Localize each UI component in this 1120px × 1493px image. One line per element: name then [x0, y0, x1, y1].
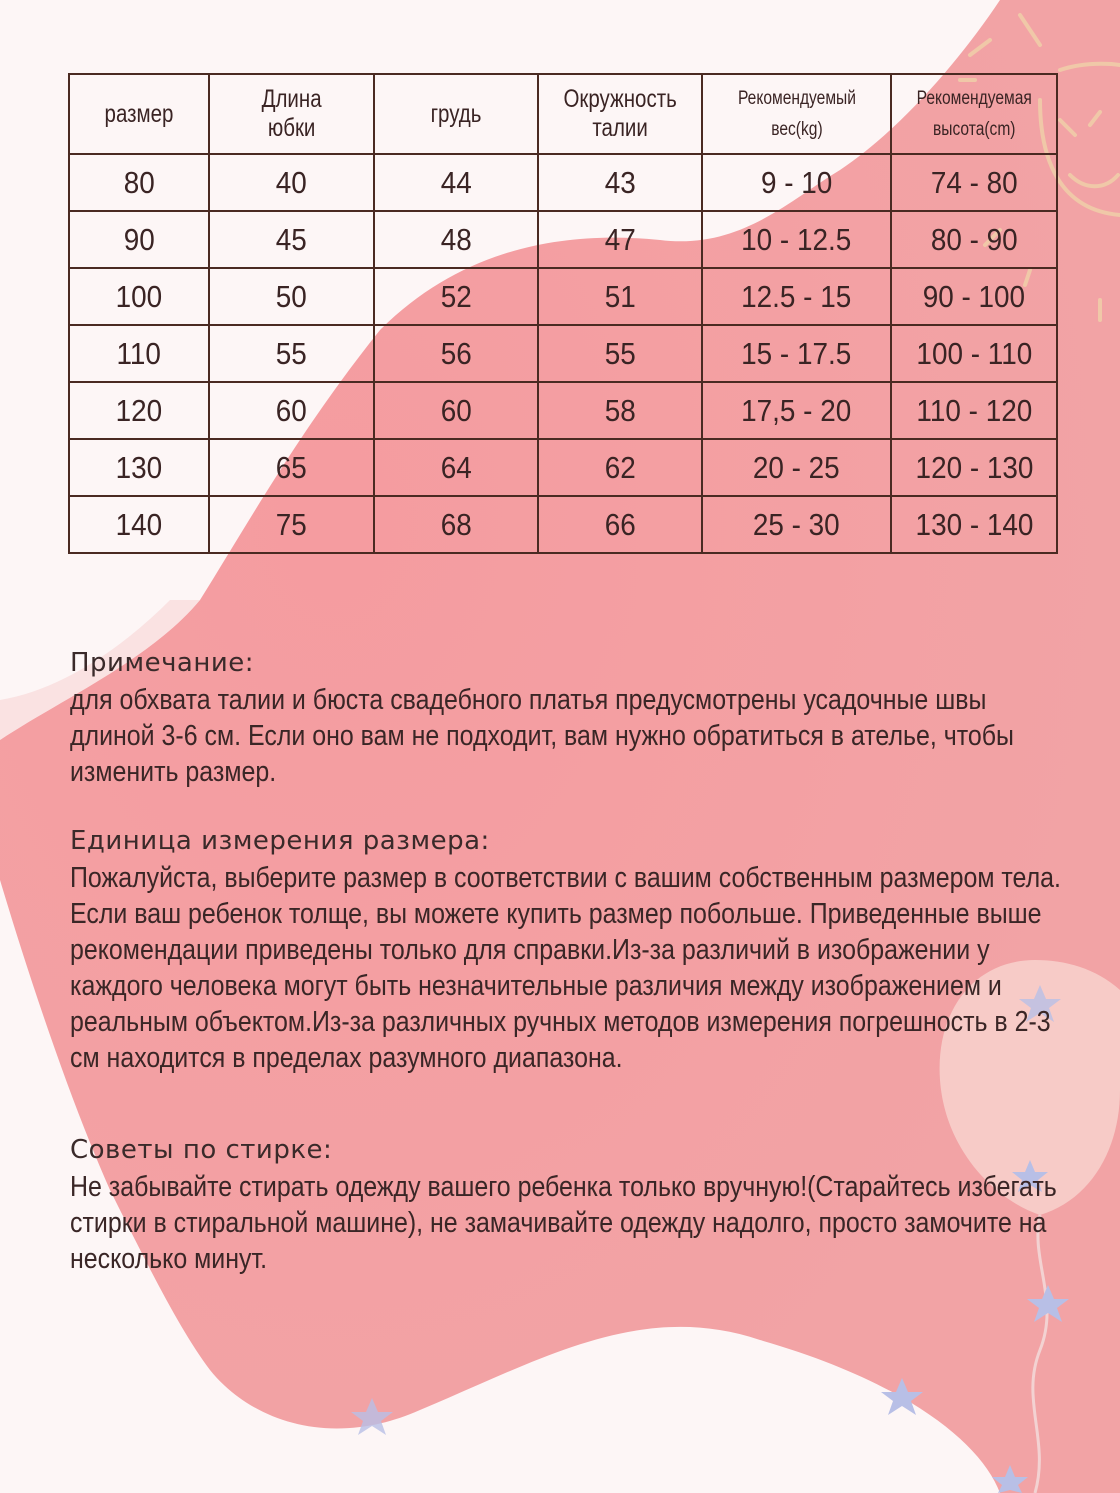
table-cell: 80	[69, 154, 209, 211]
header-height: Рекомендуемая высота(cm)	[891, 74, 1057, 154]
wash-text: Не забывайте стирать одежду вашего ребенка только вручную!(Старайтесь избегать стирки в стиральной машине), не замачивайте одежду надолго, просто замочите на несколько минут.	[70, 1171, 1057, 1275]
table-cell: 52	[374, 268, 538, 325]
header-waist: Окружность талии	[538, 74, 702, 154]
table-cell: 80 - 90	[891, 211, 1057, 268]
table-cell: 100	[69, 268, 209, 325]
table-row	[69, 268, 1057, 325]
table-cell: 60	[209, 382, 374, 439]
table-cell: 120	[69, 382, 209, 439]
table-cell: 90	[69, 211, 209, 268]
table-cell: 51	[538, 268, 702, 325]
wash-title: Советы по стирке:	[70, 1135, 333, 1165]
table-cell: 40	[209, 154, 374, 211]
table-cell: 58	[538, 382, 702, 439]
table-cell: 56	[374, 325, 538, 382]
header-chest: грудь	[374, 74, 538, 154]
table-header-row	[69, 74, 1057, 154]
table-cell: 25 - 30	[702, 496, 891, 553]
table-cell: 110	[69, 325, 209, 382]
note-text: для обхвата талии и бюста свадебного платья предусмотрены усадочные швы длиной 3-6 см. Если оно вам не подходит, вам нужно обратиться в ателье, чтобы изменить размер.	[70, 684, 1014, 788]
table-cell: 100 - 110	[891, 325, 1057, 382]
table-cell: 66	[538, 496, 702, 553]
header-weight: Рекомендуемый вес(kg)	[702, 74, 891, 154]
units-title: Единица измерения размера:	[70, 826, 490, 856]
size-chart-table	[68, 73, 1058, 554]
note-section	[70, 648, 1070, 790]
table-cell: 120 - 130	[891, 439, 1057, 496]
table-cell: 64	[374, 439, 538, 496]
table-row	[69, 154, 1057, 211]
table-cell: 68	[374, 496, 538, 553]
table-cell: 74 - 80	[891, 154, 1057, 211]
table-cell: 45	[209, 211, 374, 268]
table-row	[69, 325, 1057, 382]
table-cell: 48	[374, 211, 538, 268]
table-cell: 55	[538, 325, 702, 382]
table-cell: 75	[209, 496, 374, 553]
table-cell: 130	[69, 439, 209, 496]
table-cell: 62	[538, 439, 702, 496]
table-row	[69, 211, 1057, 268]
table-cell: 140	[69, 496, 209, 553]
table-cell: 10 - 12.5	[702, 211, 891, 268]
units-text: Пожалуйста, выберите размер в соответствии с вашим собственным размером тела. Если ваш ребенок толще, вы можете купить размер побольше. Приведенные выше рекомендации приведены только для справки.Из-за различий в изображении у каждого человека могут быть незначительные различия между изображением и реальным объектом.Из-за различных ручных методов измерения погрешность в 2-3 см находится в пределах разумного диапазона.	[70, 862, 1061, 1074]
table-cell: 20 - 25	[702, 439, 891, 496]
table-cell: 55	[209, 325, 374, 382]
header-skirt-length: Длина юбки	[209, 74, 374, 154]
table-row	[69, 496, 1057, 553]
table-cell: 9 - 10	[702, 154, 891, 211]
measurement-units-section	[70, 826, 1070, 1076]
table-cell: 47	[538, 211, 702, 268]
table-cell: 44	[374, 154, 538, 211]
table-cell: 90 - 100	[891, 268, 1057, 325]
table-cell: 110 - 120	[891, 382, 1057, 439]
table-cell: 65	[209, 439, 374, 496]
table-cell: 15 - 17.5	[702, 325, 891, 382]
header-size: размер	[69, 74, 209, 154]
table-cell: 17,5 - 20	[702, 382, 891, 439]
table-cell: 60	[374, 382, 538, 439]
table-cell: 130 - 140	[891, 496, 1057, 553]
note-title: Примечание:	[70, 648, 255, 678]
table-row	[69, 439, 1057, 496]
washing-tips-section	[70, 1135, 1070, 1277]
table-cell: 12.5 - 15	[702, 268, 891, 325]
table-cell: 50	[209, 268, 374, 325]
table-cell: 43	[538, 154, 702, 211]
table-row	[69, 382, 1057, 439]
